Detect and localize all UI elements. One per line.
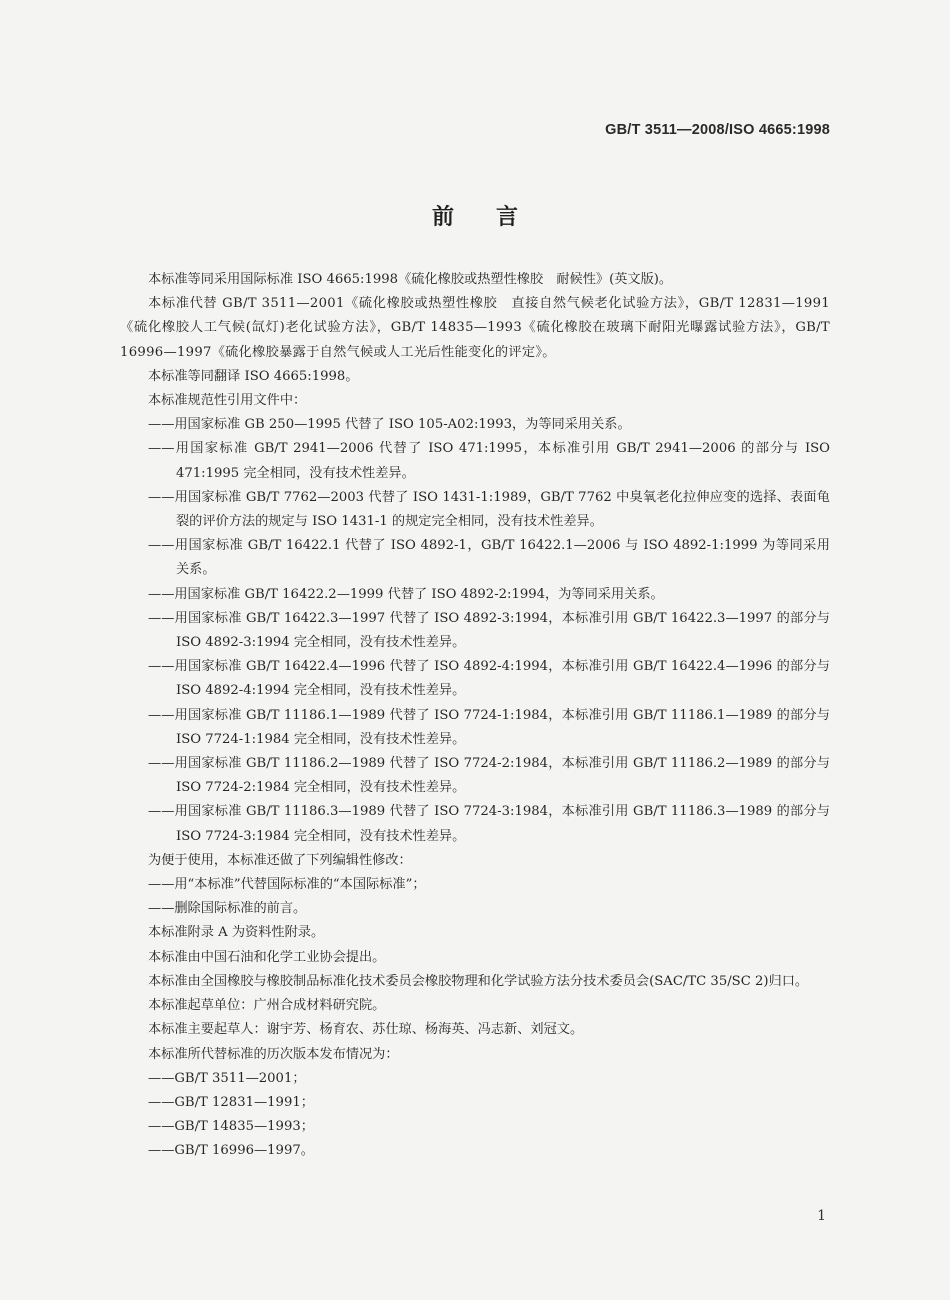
paragraph-drafters: 本标准主要起草人：谢宇芳、杨育农、苏仕琼、杨海英、冯志新、刘冠文。: [148, 1022, 584, 1038]
paragraph-history-intro: 本标准所代替标准的历次版本发布情况为：: [148, 1046, 399, 1062]
paragraph-edits-intro: 为便于使用，本标准还做了下列编辑性修改：: [148, 852, 412, 868]
paragraph-committee: 本标准由全国橡胶与橡胶制品标准化技术委员会橡胶物理和化学试验方法分技术委员会(SAC/TC 35/SC 2)归口。: [148, 973, 809, 989]
paragraph-adoption: 本标准等同采用国际标准 ISO 4665:1998《硫化橡胶或热塑性橡胶 耐候性》(英文版)。: [148, 272, 673, 287]
reference-item: ——用国家标准 GB/T 16422.2—1999 代替了 ISO 4892-2:1994，为等同采用关系。: [148, 586, 664, 602]
edit-item: ——删除国际标准的前言。: [148, 901, 307, 917]
history-item: ——GB/T 12831—1991；: [148, 1094, 314, 1110]
reference-item: ——用国家标准 GB/T 11186.1—1989 代替了 ISO 7724-1:1984，本标准引用 GB/T 11186.1—1989 的部分与 ISO 7724-1:1984 完全相同，没有技术性差异。: [148, 707, 830, 747]
page-number: 1: [817, 1208, 826, 1224]
reference-item: ——用国家标准 GB/T 16422.1 代替了 ISO 4892-1，GB/T 16422.1—2006 与 ISO 4892-1:1999 为等同采用关系。: [148, 538, 830, 578]
paragraph-replacement: 本标准代替 GB/T 3511—2001《硫化橡胶或热塑性橡胶 直接自然气候老化试验方法》，GB/T 12831—1991《硫化橡胶人工气候(氙灯)老化试验方法》，GB/T 14835—1993《硫化橡胶在玻璃下耐阳光曝露试验方法》，GB/T 16996—1997《硫化橡胶暴露于自然气候或人工光后性能变化的评定》。: [120, 296, 830, 360]
reference-item: ——用国家标准 GB/T 16422.3—1997 代替了 ISO 4892-3:1994，本标准引用 GB/T 16422.3—1997 的部分与 ISO 4892-3:1994 完全相同，没有技术性差异。: [148, 610, 830, 651]
foreword-body: [120, 268, 830, 1164]
paragraph-proposer: 本标准由中国石油和化学工业协会提出。: [148, 949, 386, 965]
history-item: ——GB/T 16996—1997。: [148, 1143, 314, 1159]
reference-item: ——用国家标准 GB/T 7762—2003 代替了 ISO 1431-1:1989，GB/T 7762 中臭氧老化拉伸应变的选择、表面龟裂的评价方法的规定与 ISO 1431-1 的规定完全相同，没有技术性差异。: [148, 489, 830, 530]
paragraph-drafting-unit: 本标准起草单位：广州合成材料研究院。: [148, 998, 386, 1014]
standard-code-header: GB/T 3511—2008/ISO 4665:1998: [605, 122, 830, 138]
reference-item: ——用国家标准 GB 250—1995 代替了 ISO 105-A02:1993，为等同采用关系。: [148, 417, 631, 433]
reference-item: ——用国家标准 GB/T 2941—2006 代替了 ISO 471:1995，本标准引用 GB/T 2941—2006 的部分与 ISO 471:1995 完全相同，没有技术性差异。: [148, 441, 830, 481]
paragraph-references-intro: 本标准规范性引用文件中：: [148, 393, 307, 409]
paragraph-translation: 本标准等同翻译 ISO 4665:1998。: [148, 368, 359, 384]
page-title: 前言: [431, 205, 560, 230]
reference-item: ——用国家标准 GB/T 11186.3—1989 代替了 ISO 7724-3:1984，本标准引用 GB/T 11186.3—1989 的部分与 ISO 7724-3:1984 完全相同，没有技术性差异。: [148, 804, 830, 844]
paragraph-annex: 本标准附录 A 为资料性附录。: [148, 925, 325, 941]
reference-item: ——用国家标准 GB/T 16422.4—1996 代替了 ISO 4892-4:1994，本标准引用 GB/T 16422.4—1996 的部分与 ISO 4892-4:1994 完全相同，没有技术性差异。: [148, 659, 830, 699]
history-item: ——GB/T 14835—1993；: [148, 1119, 314, 1135]
history-item: ——GB/T 3511—2001；: [148, 1070, 306, 1086]
edit-item: ——用“本标准”代替国际标准的“本国际标准”；: [148, 877, 426, 893]
reference-item: ——用国家标准 GB/T 11186.2—1989 代替了 ISO 7724-2:1984，本标准引用 GB/T 11186.2—1989 的部分与 ISO 7724-2:1984 完全相同，没有技术性差异。: [148, 756, 830, 796]
